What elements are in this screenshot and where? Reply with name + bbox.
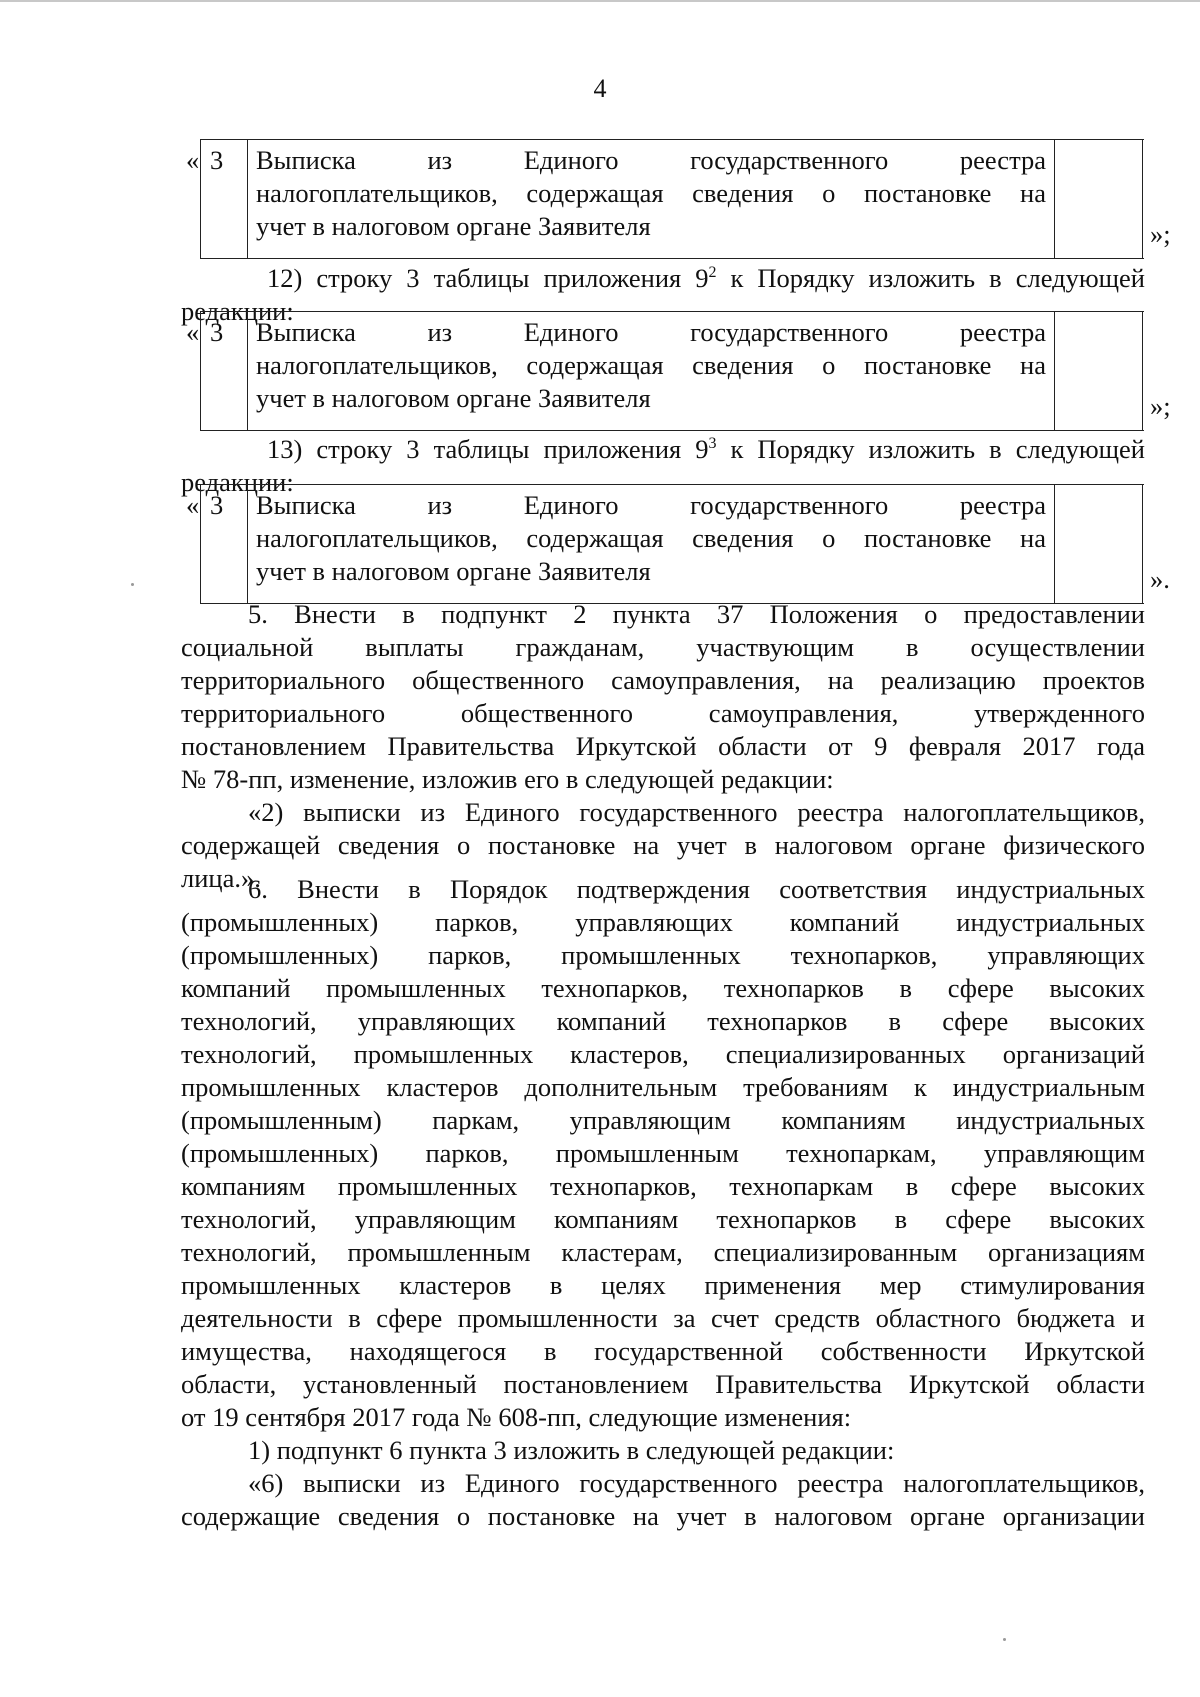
- table-row: [186, 311, 1171, 431]
- row-description: [256, 316, 1046, 415]
- row-description: [256, 489, 1046, 588]
- paragraph-line: имущества, находящегося в государственной собственности Иркутской: [181, 1336, 1145, 1366]
- paragraph-line: технологий, управляющим компаниям технопарков в сфере высоких: [181, 1204, 1145, 1234]
- paragraph-line: № 78-пп, изменение, изложив его в следующей редакции:: [181, 764, 834, 794]
- quote-line: «6) выписки из Единого государственного реестра налогоплательщиков,: [248, 1468, 1145, 1498]
- paragraph-line: территориального общественного самоуправления, утвержденного: [181, 698, 1145, 728]
- quote-line: лица.».: [181, 863, 261, 893]
- row-text-line: налогоплательщиков, содержащая сведения о постановке на: [256, 350, 1046, 380]
- close-quote: »;: [1150, 219, 1171, 249]
- item-12-line: 12) строку 3 таблицы приложения $9^2$ к Порядку изложить в следующей: [267, 262, 1145, 293]
- row-number: 3: [210, 145, 224, 175]
- close-quote: ».: [1150, 564, 1170, 594]
- table-border: [1142, 139, 1143, 259]
- row-text-line: учет в налоговом органе Заявителя: [256, 383, 651, 413]
- table-border: [1054, 139, 1055, 259]
- table-border: [1142, 311, 1143, 431]
- paragraph-line: технологий, управляющих компаний технопарков в сфере высоких: [181, 1006, 1145, 1036]
- row-description: [256, 144, 1046, 243]
- paragraph-line: постановлением Правительства Иркутской области от 9 февраля 2017 года: [181, 731, 1145, 761]
- table-row: [186, 484, 1170, 604]
- open-quote: «: [186, 490, 200, 520]
- paragraph-line: (промышленным) паркам, управляющим компаниям индустриальных: [181, 1105, 1145, 1135]
- table-row: [186, 139, 1171, 259]
- quote-line: содержащие сведения о постановке на учет в налоговом органе организации: [181, 1501, 1145, 1531]
- paragraph-line: социальной выплаты гражданам, участвующим в осуществлении: [181, 632, 1145, 662]
- open-quote: «: [186, 145, 200, 175]
- table-border: [1054, 484, 1055, 604]
- row-text-line: Выписка из Единого государственного реестра: [256, 490, 1046, 520]
- table-border: [200, 484, 201, 604]
- close-quote: »;: [1150, 391, 1171, 421]
- paragraph-line: компаниям промышленных технопарков, технопаркам в сфере высоких: [181, 1171, 1145, 1201]
- row-text-line: Выписка из Единого государственного реестра: [256, 317, 1046, 347]
- item-13-line2: редакции:: [181, 466, 294, 497]
- table-border: [247, 139, 248, 259]
- scan-edge: [0, 0, 1200, 2]
- row-number: 3: [210, 317, 224, 347]
- page-number: 4: [593, 74, 607, 103]
- table-border: [1142, 484, 1143, 604]
- open-quote: «: [186, 317, 200, 347]
- paragraph-line: территориального общественного самоуправления, на реализацию проектов: [181, 665, 1145, 695]
- paragraph-line: (промышленных) парков, промышленным технопаркам, управляющим: [181, 1138, 1145, 1168]
- paragraph-line: промышленных кластеров дополнительным требованиям к индустриальным: [181, 1072, 1145, 1102]
- paragraph-line: области, установленный постановлением Правительства Иркутской области: [181, 1369, 1145, 1399]
- row-text-line: налогоплательщиков, содержащая сведения о постановке на: [256, 178, 1046, 208]
- paragraph-line: (промышленных) парков, управляющих компаний индустриальных: [181, 907, 1145, 937]
- paragraph-line: промышленных кластеров в целях применения мер стимулирования: [181, 1270, 1145, 1300]
- row-text-line: Выписка из Единого государственного реестра: [256, 145, 1046, 175]
- item-13-line: 13) строку 3 таблицы приложения $9^3$ к Порядку изложить в следующей: [267, 433, 1145, 464]
- paragraph-line: 5. Внести в подпункт 2 пункта 37 Положения о предоставлении: [248, 599, 1145, 629]
- row-text-line: налогоплательщиков, содержащая сведения о постановке на: [256, 523, 1046, 553]
- table-border: [200, 139, 201, 259]
- paragraph-line: компаний промышленных технопарков, технопарков в сфере высоких: [181, 973, 1145, 1003]
- section-6: [181, 873, 1145, 1533]
- section-5: [181, 598, 1145, 895]
- quote-line: «2) выписки из Единого государственного реестра налогоплательщиков,: [248, 797, 1145, 827]
- scan-speck: [131, 583, 134, 586]
- quote-line: содержащей сведения о постановке на учет в налоговом органе физического: [181, 830, 1145, 860]
- row-text-line: учет в налоговом органе Заявителя: [256, 556, 651, 586]
- table-border: [1054, 311, 1055, 431]
- paragraph-line: (промышленных) парков, промышленных технопарков, управляющих: [181, 940, 1145, 970]
- item-12-line2: редакции:: [181, 295, 294, 326]
- scan-speck: [1003, 1638, 1006, 1641]
- row-text-line: учет в налоговом органе Заявителя: [256, 211, 651, 241]
- paragraph-line: технологий, промышленным кластерам, специализированным организациям: [181, 1237, 1145, 1267]
- paragraph-line: технологий, промышленных кластеров, специализированных организаций: [181, 1039, 1145, 1069]
- table-border: [247, 311, 248, 431]
- table-border: [200, 311, 201, 431]
- paragraph-line: деятельности в сфере промышленности за счет средств областного бюджета и: [181, 1303, 1145, 1333]
- table-border: [247, 484, 248, 604]
- subitem-line: 1) подпункт 6 пункта 3 изложить в следующей редакции:: [248, 1435, 895, 1465]
- row-number: 3: [210, 490, 224, 520]
- paragraph-line: от 19 сентября 2017 года № 608-пп, следующие изменения:: [181, 1402, 852, 1432]
- paragraph-line: 6. Внести в Порядок подтверждения соответствия индустриальных: [248, 874, 1145, 904]
